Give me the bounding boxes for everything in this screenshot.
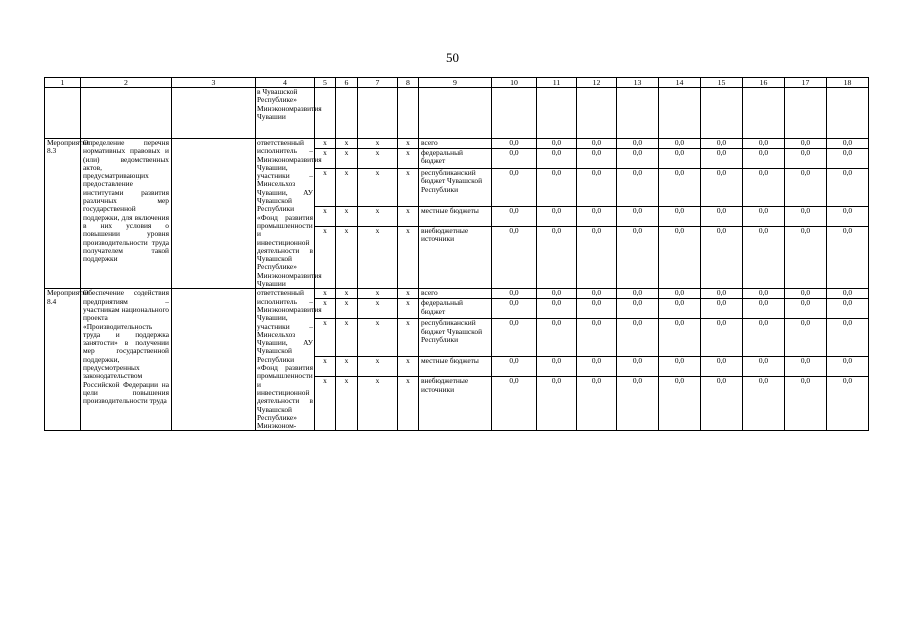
mark-cell: x <box>315 149 336 169</box>
amount-cell: 0,0 <box>537 357 577 377</box>
mark-cell: x <box>398 207 419 227</box>
column-header: 9 <box>419 78 492 88</box>
amount-cell: 0,0 <box>743 357 785 377</box>
amount-cell: 0,0 <box>701 139 743 149</box>
mark-cell: x <box>398 139 419 149</box>
amount-cell: 0,0 <box>743 377 785 431</box>
mark-cell: x <box>336 299 358 319</box>
measure-id: Мероприятие 8.4 <box>45 289 81 431</box>
amount-cell: 0,0 <box>492 169 537 207</box>
amount-cell: 0,0 <box>701 169 743 207</box>
amount-cell: 0,0 <box>827 319 869 357</box>
amount-cell: 0,0 <box>537 149 577 169</box>
amount-cell: 0,0 <box>537 299 577 319</box>
amount-cell: 0,0 <box>617 299 659 319</box>
amount-cell: 0,0 <box>537 207 577 227</box>
amount-cell: 0,0 <box>492 377 537 431</box>
amount-cell: 0,0 <box>577 289 617 299</box>
funding-source: местные бюджеты <box>419 357 492 377</box>
empty-cell <box>172 289 256 431</box>
funding-source: внебюджетные источники <box>419 227 492 289</box>
mark-cell: x <box>336 289 358 299</box>
executor-cell: ответственный исполнитель – Минэкономразвития Чувашии, участники – Минсельхоз Чувашии, АУ Чувашской Республики «Фонд развития промышленности и инвестиционной деятельности в Чувашской Республике» Минэкономразвития Чувашии <box>257 138 322 289</box>
mark-cell: x <box>336 149 358 169</box>
amount-cell: 0,0 <box>785 169 827 207</box>
funding-source: республиканский бюджет Чувашской Республики <box>419 319 492 357</box>
column-header: 12 <box>577 78 617 88</box>
column-header: 10 <box>492 78 537 88</box>
amount-cell: 0,0 <box>659 169 701 207</box>
column-header: 16 <box>743 78 785 88</box>
mark-cell: x <box>336 139 358 149</box>
amount-cell: 0,0 <box>617 289 659 299</box>
amount-cell: 0,0 <box>577 139 617 149</box>
amount-cell: 0,0 <box>617 139 659 149</box>
amount-cell: 0,0 <box>617 227 659 289</box>
amount-cell: 0,0 <box>577 227 617 289</box>
mark-cell: x <box>315 357 336 377</box>
mark-cell: x <box>358 289 398 299</box>
amount-cell: 0,0 <box>743 169 785 207</box>
mark-cell: x <box>398 227 419 289</box>
column-header: 6 <box>336 78 358 88</box>
amount-cell: 0,0 <box>492 139 537 149</box>
amount-cell: 0,0 <box>827 169 869 207</box>
amount-cell: 0,0 <box>492 207 537 227</box>
amount-cell: 0,0 <box>785 289 827 299</box>
amount-cell: 0,0 <box>617 169 659 207</box>
amount-cell: 0,0 <box>537 227 577 289</box>
mark-cell: x <box>315 299 336 319</box>
table-row <box>45 289 869 299</box>
amount-cell: 0,0 <box>701 377 743 431</box>
amount-cell: 0,0 <box>785 227 827 289</box>
mark-cell: x <box>315 377 336 431</box>
page-number: 50 <box>446 50 459 65</box>
amount-cell: 0,0 <box>701 207 743 227</box>
funding-source: всего <box>419 139 492 149</box>
mark-cell: x <box>336 357 358 377</box>
table-row <box>45 139 869 149</box>
funding-source: местные бюджеты <box>419 207 492 227</box>
mark-cell: x <box>336 169 358 207</box>
amount-cell: 0,0 <box>492 149 537 169</box>
amount-cell: 0,0 <box>743 289 785 299</box>
mark-cell: x <box>398 299 419 319</box>
amount-cell: 0,0 <box>659 289 701 299</box>
amount-cell: 0,0 <box>785 139 827 149</box>
amount-cell: 0,0 <box>701 319 743 357</box>
amount-cell: 0,0 <box>537 377 577 431</box>
amount-cell: 0,0 <box>492 357 537 377</box>
mark-cell: x <box>315 319 336 357</box>
empty-cell <box>172 139 256 289</box>
mark-cell: x <box>358 377 398 431</box>
amount-cell: 0,0 <box>617 207 659 227</box>
header-row <box>45 78 869 88</box>
program-table <box>44 77 869 431</box>
amount-cell: 0,0 <box>743 207 785 227</box>
amount-cell: 0,0 <box>701 289 743 299</box>
mark-cell: x <box>358 149 398 169</box>
amount-cell: 0,0 <box>659 207 701 227</box>
amount-cell: 0,0 <box>827 227 869 289</box>
amount-cell: 0,0 <box>492 227 537 289</box>
mark-cell: x <box>398 149 419 169</box>
amount-cell: 0,0 <box>701 227 743 289</box>
mark-cell: x <box>358 207 398 227</box>
amount-cell: 0,0 <box>785 357 827 377</box>
amount-cell: 0,0 <box>537 169 577 207</box>
mark-cell: x <box>358 139 398 149</box>
column-header: 17 <box>785 78 827 88</box>
column-header: 5 <box>315 78 336 88</box>
mark-cell: x <box>398 357 419 377</box>
amount-cell: 0,0 <box>659 377 701 431</box>
amount-cell: 0,0 <box>701 149 743 169</box>
amount-cell: 0,0 <box>743 149 785 169</box>
column-header: 3 <box>172 78 256 88</box>
amount-cell: 0,0 <box>785 299 827 319</box>
amount-cell: 0,0 <box>617 319 659 357</box>
mark-cell: x <box>398 169 419 207</box>
amount-cell: 0,0 <box>577 299 617 319</box>
mark-cell: x <box>398 319 419 357</box>
mark-cell: x <box>358 357 398 377</box>
amount-cell: 0,0 <box>659 357 701 377</box>
executor-cell: ответственный исполнитель – Минэкономразвития Чувашии, участники – Минсельхоз Чувашии, АУ Чувашской Республики «Фонд развития промышленности и инвестиционной деятельности в Чувашской Республике» Минэконом- <box>257 288 322 431</box>
amount-cell: 0,0 <box>785 319 827 357</box>
amount-cell: 0,0 <box>537 319 577 357</box>
column-header: 18 <box>827 78 869 88</box>
column-header: 4 <box>256 78 315 88</box>
amount-cell: 0,0 <box>785 377 827 431</box>
amount-cell: 0,0 <box>659 149 701 169</box>
amount-cell: 0,0 <box>577 169 617 207</box>
amount-cell: 0,0 <box>743 299 785 319</box>
amount-cell: 0,0 <box>492 289 537 299</box>
measure-description: Определение перечня нормативных правовых и (или) ведомственных актов, предусматривающих предоставление институтами развития различных мер государственной поддержки, для включения в них условия о повышении уровня производительности труда получателем такой поддержки <box>81 139 172 289</box>
amount-cell: 0,0 <box>617 357 659 377</box>
amount-cell: 0,0 <box>577 319 617 357</box>
column-header: 13 <box>617 78 659 88</box>
amount-cell: 0,0 <box>827 357 869 377</box>
funding-source: федеральный бюджет <box>419 149 492 169</box>
mark-cell: x <box>315 227 336 289</box>
executor-cell: в Чувашской Республике» Минэкономразвития Чувашии <box>256 88 315 139</box>
mark-cell: x <box>315 169 336 207</box>
amount-cell: 0,0 <box>827 139 869 149</box>
mark-cell: x <box>315 207 336 227</box>
measure-id: Мероприятие 8.3 <box>45 139 81 289</box>
amount-cell: 0,0 <box>537 139 577 149</box>
amount-cell: 0,0 <box>743 319 785 357</box>
amount-cell: 0,0 <box>827 207 869 227</box>
funding-source: федеральный бюджет <box>419 299 492 319</box>
amount-cell: 0,0 <box>827 377 869 431</box>
mark-cell: x <box>358 227 398 289</box>
column-header: 2 <box>81 78 172 88</box>
amount-cell: 0,0 <box>492 299 537 319</box>
mark-cell: x <box>315 139 336 149</box>
amount-cell: 0,0 <box>659 227 701 289</box>
amount-cell: 0,0 <box>577 357 617 377</box>
amount-cell: 0,0 <box>743 139 785 149</box>
amount-cell: 0,0 <box>537 289 577 299</box>
mark-cell: x <box>398 289 419 299</box>
amount-cell: 0,0 <box>492 319 537 357</box>
column-header: 7 <box>358 78 398 88</box>
mark-cell: x <box>336 319 358 357</box>
funding-source: республиканский бюджет Чувашской Республики <box>419 169 492 207</box>
funding-source: внебюджетные источники <box>419 377 492 431</box>
amount-cell: 0,0 <box>785 149 827 169</box>
amount-cell: 0,0 <box>827 299 869 319</box>
measure-description: Обеспечение содействия предприятиям – участникам национального проекта «Производительность труда и поддержка занятости» в получении мер государственной поддержки, предусмотренных законодательством Российской Федерации на цели повышения производительности труда <box>81 289 172 431</box>
mark-cell: x <box>358 299 398 319</box>
amount-cell: 0,0 <box>785 207 827 227</box>
amount-cell: 0,0 <box>617 149 659 169</box>
mark-cell: x <box>358 169 398 207</box>
funding-source: всего <box>419 289 492 299</box>
amount-cell: 0,0 <box>577 377 617 431</box>
continuation-row <box>45 88 869 139</box>
amount-cell: 0,0 <box>701 299 743 319</box>
amount-cell: 0,0 <box>827 289 869 299</box>
amount-cell: 0,0 <box>743 227 785 289</box>
mark-cell: x <box>336 377 358 431</box>
amount-cell: 0,0 <box>701 357 743 377</box>
amount-cell: 0,0 <box>827 149 869 169</box>
mark-cell: x <box>358 319 398 357</box>
column-header: 1 <box>45 78 81 88</box>
column-header: 15 <box>701 78 743 88</box>
amount-cell: 0,0 <box>577 149 617 169</box>
amount-cell: 0,0 <box>577 207 617 227</box>
column-header: 11 <box>537 78 577 88</box>
amount-cell: 0,0 <box>617 377 659 431</box>
column-header: 14 <box>659 78 701 88</box>
mark-cell: x <box>315 289 336 299</box>
column-header: 8 <box>398 78 419 88</box>
amount-cell: 0,0 <box>659 299 701 319</box>
amount-cell: 0,0 <box>659 139 701 149</box>
amount-cell: 0,0 <box>659 319 701 357</box>
mark-cell: x <box>336 227 358 289</box>
mark-cell: x <box>398 377 419 431</box>
mark-cell: x <box>336 207 358 227</box>
